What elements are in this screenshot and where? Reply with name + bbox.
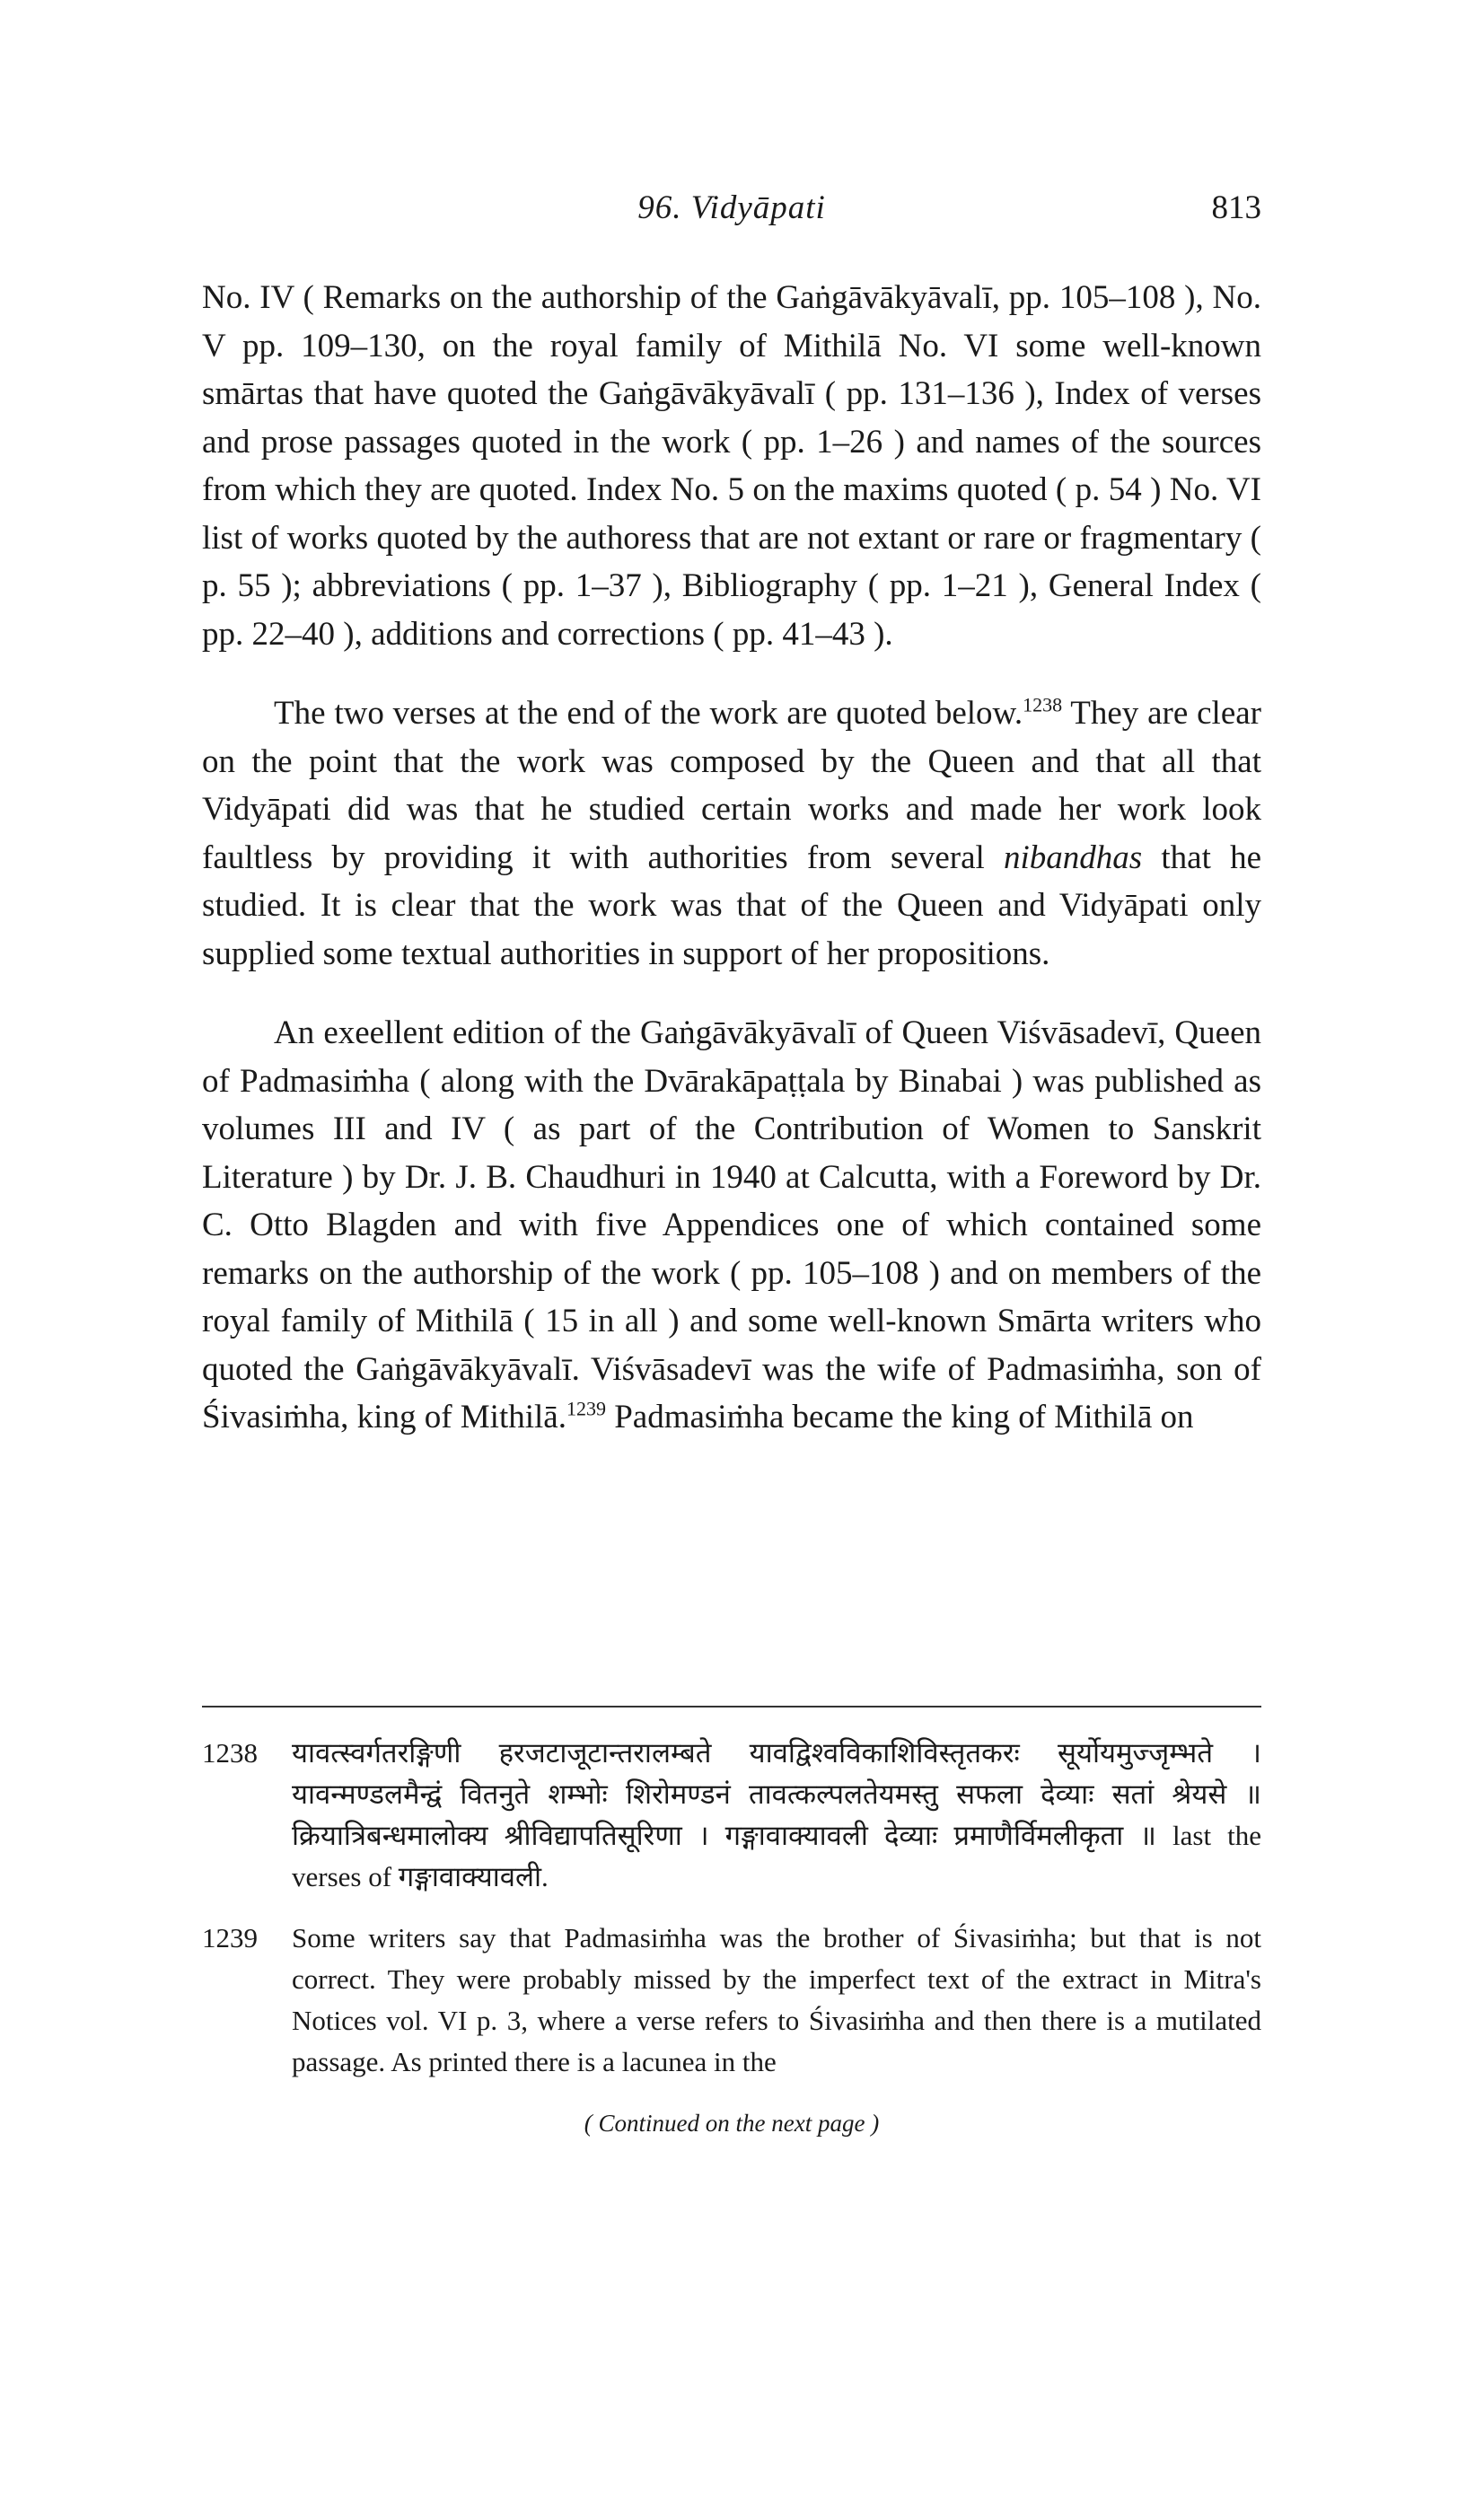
paragraph-verses-text-3: that he studied. It is clear that the work was that of the Queen and Vidyāpati only supplied some textual authorities in support of her propositions.: [202, 838, 1261, 972]
paragraph-verses-text-1: The two verses at the end of the work are quoted below.: [274, 695, 1023, 732]
paragraph-verses-text-2: They are clear on the point that the work was composed by the Queen and that all that Vidyāpati did was that he studied certain works and made her work look faultless by providing it with authorities from several: [202, 695, 1261, 876]
footnote-1239: [202, 1918, 1261, 2083]
continued-note: ( Continued on the next page ): [584, 2110, 880, 2137]
footnotes: [202, 1733, 1261, 2144]
footnote-text: Some writers say that Padmasiṁha was the brother of Śivasiṁha; but that is not correct. They were probably missed by the imperfect text of the extract in Mitra's Notices vol. VI p. 3, where a verse refers to Śivasiṁha and then there is a mutilated passage. As printed there is a lacunea in the: [292, 1922, 1261, 2077]
running-head: [202, 189, 1261, 233]
paragraph-verses: [202, 689, 1261, 978]
body-text: [202, 274, 1261, 1473]
footnote-1238: [202, 1733, 1261, 1898]
page-number: 813: [1211, 189, 1261, 226]
paragraph-edition-text-2: Padmasiṁha became the king of Mithilā on: [605, 1399, 1194, 1435]
italic-term-nibandhas: nibandhas: [1004, 838, 1143, 876]
footnote-number: 1238: [202, 1737, 258, 1769]
footnote-rule: [202, 1706, 1261, 1708]
paragraph-edition-text-1: An exeellent edition of the Gaṅgāvākyāvalī of Queen Viśvāsadevī, Queen of Padmasiṁha ( along with the Dvārakāpaṭṭala by Binabai ) was published as volumes III and IV ( as part of the Contribution of Women to Sanskrit Literature ) by Dr. J. B. Chaudhuri in 1940 at Calcutta, with a Foreword by Dr. C. Otto Blagden and with five Appendices one of which contained some remarks on the authorship of the work ( pp. 105–108 ) and on members of the royal family of Mithilā ( 15 in all ) and some well-known Smārta writers who quoted the Gaṅgāvākyāvalī. Viśvāsadevī was the wife of Padmasiṁha, son of Śivasiṁha, king of Mithilā.: [202, 1014, 1261, 1435]
footnote-ref-1239: 1239: [566, 1397, 606, 1420]
running-title: 96. Vidyāpati: [637, 189, 826, 226]
paragraph-edition: [202, 1009, 1261, 1442]
paragraph-appendix-list: No. IV ( Remarks on the authorship of the Gaṅgāvākyāvalī, pp. 105–108 ), No. V pp. 109–130, on the royal family of Mithilā No. VI some well-known smārtas that have quoted the Gaṅgāvākyāvalī ( pp. 131–136 ), Index of verses and prose passages quoted in the work ( pp. 1–26 ) and names of the sources from which they are quoted. Index No. 5 on the maxims quoted ( p. 54 ) No. VI list of works quoted by the authoress that are not extant or rare or fragmentary ( p. 55 ); abbreviations ( pp. 1–37 ), Bibliography ( pp. 1–21 ), General Index ( pp. 22–40 ), additions and corrections ( pp. 41–43 ).: [202, 279, 1261, 653]
footnote-text: यावत्स्वर्गतरङ्गिणी हरजटाजूटान्तरालम्बते यावद्विश्वविकाशिविस्तृतकरः सूर्योयमुज्जृम्भते । यावन्मण्डलमैन्द्वं वितनुते शम्भोः शिरोमण्डनं तावत्कल्पलतेयमस्तु सफला देव्याः सतां श्रेयसे ॥ क्रियात्रिबन्धमालोक्य श्रीविद्यापतिसूरिणा । गङ्गावाक्यावली देव्याः प्रमाणैर्विमलीकृता ॥ last the verses of गङ्गावाक्यावली.: [292, 1737, 1261, 1892]
footnote-ref-1238: 1238: [1023, 693, 1063, 716]
footnote-number: 1239: [202, 1922, 258, 1953]
